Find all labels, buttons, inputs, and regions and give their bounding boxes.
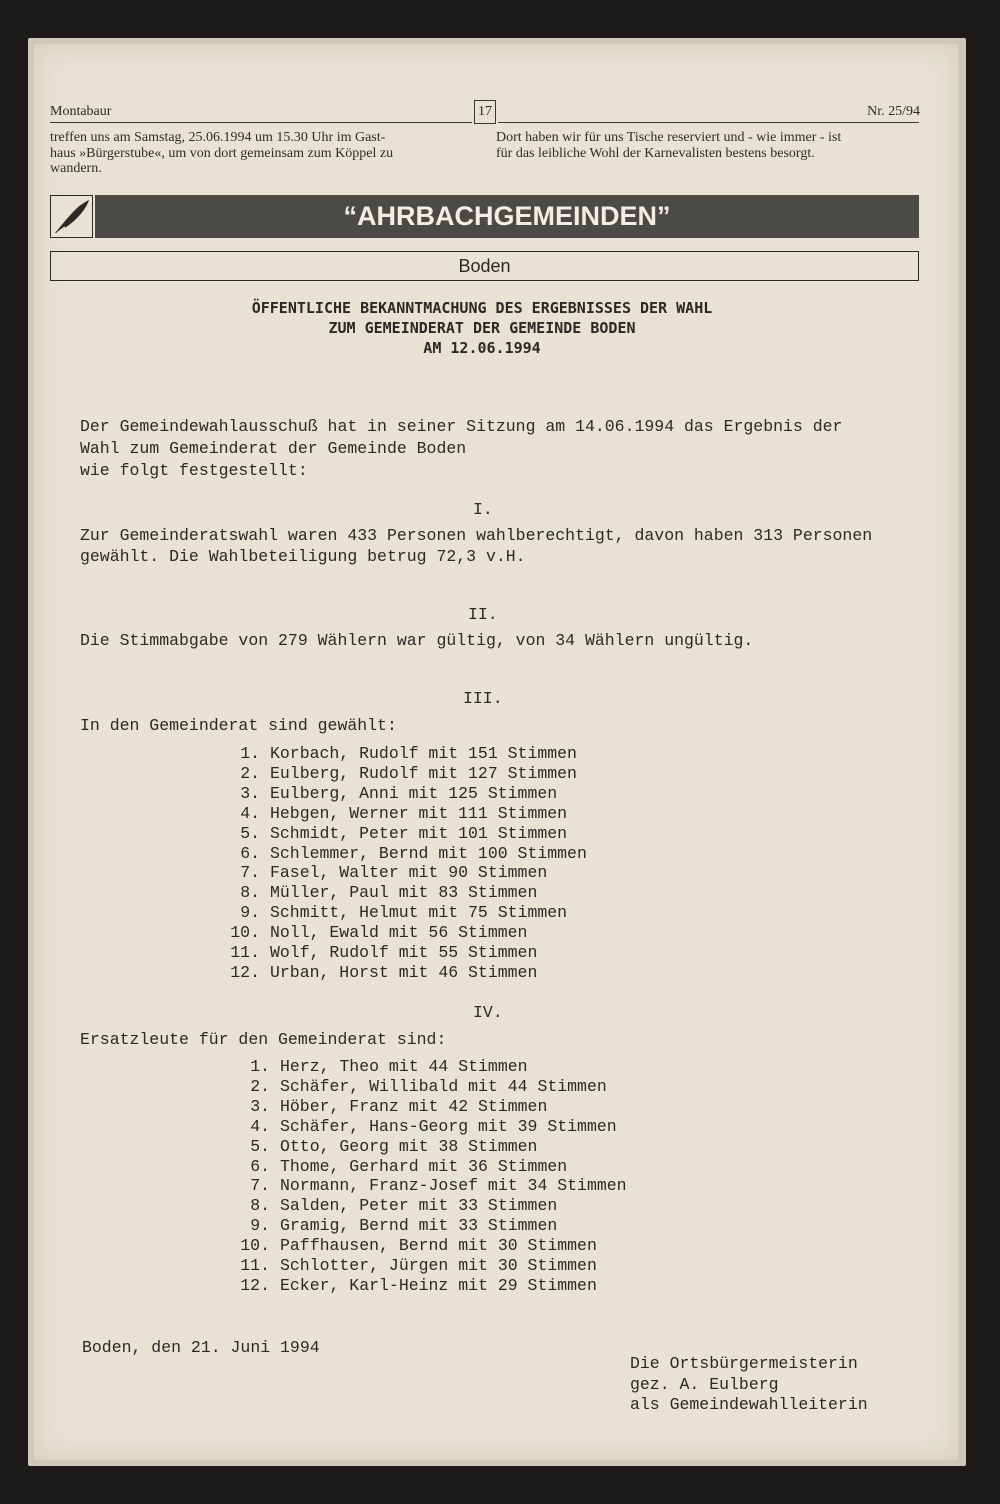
- list-item: 8. Müller, Paul mit 83 Stimmen: [240, 883, 538, 903]
- list-item: 3. Eulberg, Anni mit 125 Stimmen: [240, 783, 558, 803]
- list-item: 9. Schmitt, Helmut mit 75 Stimmen: [240, 903, 568, 923]
- signature-line-3: als Gemeindewahlleiterin: [630, 1395, 868, 1414]
- quill-logo-icon: [50, 195, 93, 238]
- section-banner: [50, 195, 919, 238]
- notice-title-line-1: ÖFFENTLICHE BEKANNTMACHUNG DES ERGEBNISSES DER WAHL: [251, 299, 713, 317]
- section-label-3: III.: [463, 689, 503, 708]
- place-date: Boden, den 21. Juni 1994: [82, 1338, 320, 1357]
- banner-title: “AHRBACHGEMEINDEN”: [95, 195, 919, 238]
- elected-list: [230, 744, 587, 983]
- header-rule-left: [50, 122, 472, 123]
- signature-block: [630, 1354, 868, 1416]
- list-item: 10. Noll, Ewald mit 56 Stimmen: [230, 923, 528, 943]
- list-item: 7. Normann, Franz-Josef mit 34 Stimmen: [250, 1176, 627, 1196]
- list-item: 7. Fasel, Walter mit 90 Stimmen: [240, 863, 548, 883]
- section-label-4: IV.: [473, 1003, 503, 1022]
- signature-line-1: Die Ortsbürgermeisterin: [630, 1354, 858, 1373]
- section-text-2: Die Stimmabgabe von 279 Wählern war gültig, von 34 Wählern ungültig.: [80, 631, 754, 650]
- list-item: 6. Schlemmer, Bernd mit 100 Stimmen: [240, 843, 587, 863]
- list-item: 9. Gramig, Bernd mit 33 Stimmen: [250, 1216, 558, 1236]
- section-label-2: II.: [468, 605, 498, 624]
- notice-title-line-3: AM 12.06.1994: [423, 339, 541, 357]
- header-rule-right: [498, 122, 919, 123]
- list-item: 2. Eulberg, Rudolf mit 127 Stimmen: [240, 763, 577, 783]
- header-issue: Nr. 25/94: [867, 104, 920, 119]
- section-text-1: Zur Gemeinderatswahl waren 433 Personen wahlberechtigt, davon haben 313 Personen gewählt. Die Wahlbeteiligung betrug 72,3 v.H.: [80, 526, 873, 566]
- section-label-1: I.: [473, 500, 493, 519]
- municipality-heading: Boden: [50, 251, 919, 281]
- signature-line-2: gez. A. Eulberg: [630, 1374, 779, 1394]
- list-item: 6. Thome, Gerhard mit 36 Stimmen: [250, 1156, 568, 1176]
- page-number: 17: [474, 100, 496, 124]
- notice-intro: Der Gemeindewahlausschuß hat in seiner Sitzung am 14.06.1994 das Ergebnis der Wahl zum Gemeinderat der Gemeinde Boden wie folgt festgestellt:: [80, 417, 843, 480]
- notice-title-line-2: ZUM GEMEINDERAT DER GEMEINDE BODEN: [328, 319, 636, 337]
- top-text-right: Dort haben wir für uns Tische reserviert und - wie immer - ist für das leibliche Wohl der Karnevalisten bestens besorgt.: [496, 130, 842, 161]
- section-text-4: Ersatzleute für den Gemeinderat sind:: [80, 1030, 447, 1049]
- substitutes-list: [240, 1057, 627, 1296]
- list-item: 3. Höber, Franz mit 42 Stimmen: [250, 1096, 548, 1116]
- list-item: 12. Ecker, Karl-Heinz mit 29 Stimmen: [240, 1275, 597, 1295]
- top-text-left: treffen uns am Samstag, 25.06.1994 um 15.30 Uhr im Gast- haus »Bürgerstube«, um von dort gemeinsam zum Köppel zu wandern.: [50, 130, 394, 176]
- list-item: 1. Herz, Theo mit 44 Stimmen: [250, 1057, 528, 1076]
- list-item: 5. Otto, Georg mit 38 Stimmen: [250, 1136, 538, 1156]
- list-item: 10. Paffhausen, Bernd mit 30 Stimmen: [240, 1236, 597, 1256]
- list-item: 5. Schmidt, Peter mit 101 Stimmen: [240, 823, 568, 843]
- section-text-3: In den Gemeinderat sind gewählt:: [80, 716, 397, 735]
- list-item: 11. Wolf, Rudolf mit 55 Stimmen: [230, 943, 538, 963]
- list-item: 1. Korbach, Rudolf mit 151 Stimmen: [240, 744, 577, 763]
- list-item: 11. Schlotter, Jürgen mit 30 Stimmen: [240, 1256, 597, 1276]
- list-item: 4. Schäfer, Hans-Georg mit 39 Stimmen: [250, 1116, 617, 1136]
- header-town: Montabaur: [50, 104, 112, 119]
- list-item: 12. Urban, Horst mit 46 Stimmen: [230, 962, 538, 982]
- list-item: 2. Schäfer, Willibald mit 44 Stimmen: [250, 1076, 607, 1096]
- list-item: 8. Salden, Peter mit 33 Stimmen: [250, 1196, 558, 1216]
- list-item: 4. Hebgen, Werner mit 111 Stimmen: [240, 803, 568, 823]
